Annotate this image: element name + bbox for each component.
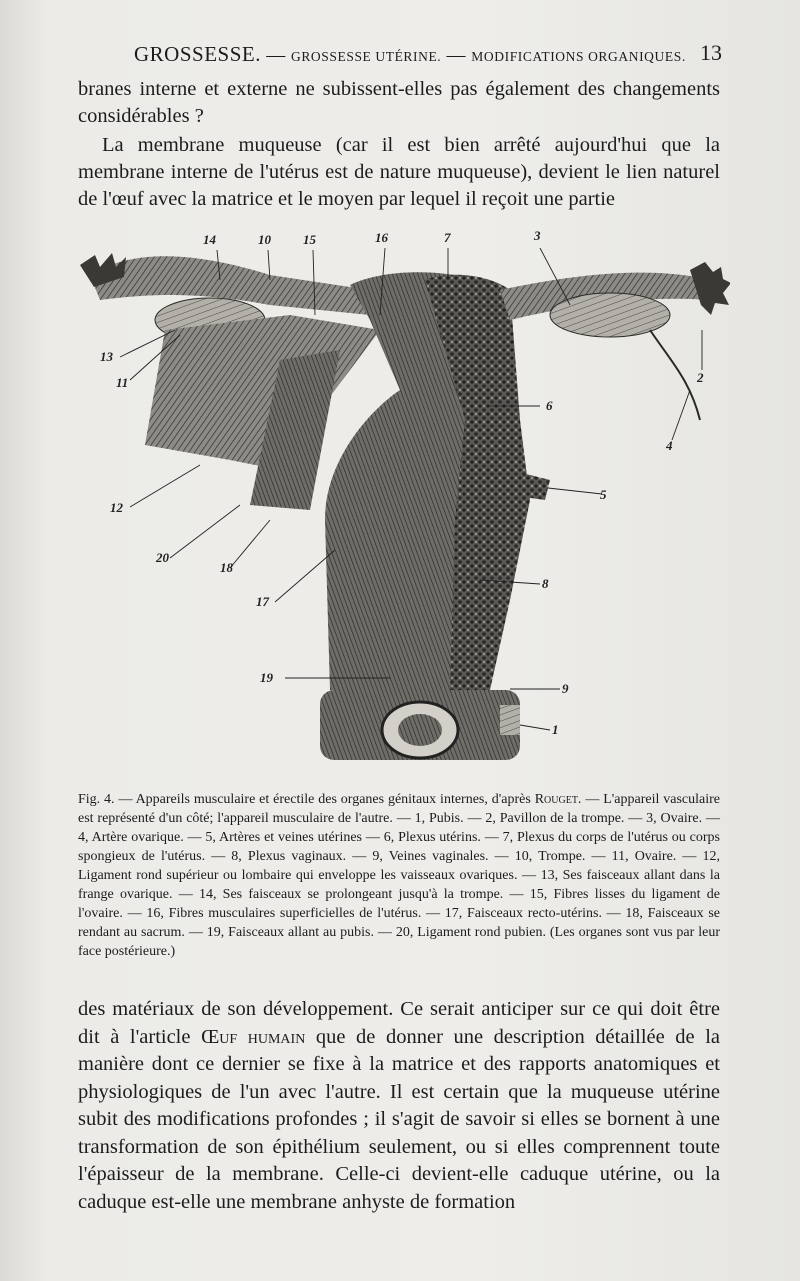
figure-label: 3 [534, 228, 541, 243]
header-section: GROSSESSE. [134, 42, 261, 66]
figure-label: 2 [697, 370, 704, 385]
header-dash: — [266, 45, 286, 66]
figure-label: 4 [666, 438, 673, 453]
uterine-vessels [510, 470, 550, 500]
uterus-illustration [70, 220, 730, 785]
figure-label: 11 [116, 375, 129, 390]
figure-label: 14 [203, 232, 216, 247]
figure-label: 15 [303, 232, 316, 247]
header-topic: MODIFICATIONS ORGANIQUES. [471, 49, 686, 64]
body-text-top [78, 76, 720, 213]
paragraph-text: des matériaux de son développement. Ce serait anticiper sur ce qui doit être dit à l'article [78, 998, 720, 1048]
paragraph: La membrane muqueuse (car il est bien arrêté aujourd'hui que la membrane interne de l'utérus est de nature muqueuse), devient le lien naturel de l'œuf avec la matrice et le moyen par lequel il reçoit une partie [78, 134, 720, 210]
fimbriae-right [690, 262, 730, 315]
figure-caption [78, 790, 720, 961]
figure-label: 18 [220, 560, 233, 575]
ovarian-artery [650, 330, 700, 420]
figure-label: 19 [260, 670, 273, 685]
paragraph [78, 996, 720, 1216]
cervix-lumen [398, 714, 442, 746]
figure-label: 7 [444, 230, 451, 245]
pubis-section [500, 705, 520, 735]
figure-label: 1 [552, 722, 559, 737]
caption-fig-label: Fig. 4. [78, 792, 115, 807]
caption-body: — L'appareil vasculaire est représenté d'un côté; l'appareil musculaire de l'autre. — 1, Pubis. — 2, Pavillon de la trompe. — 3, Ovaire. — 4, Artère ovarique. — 5, Artères et veines utérines — 6, Plexus utérins. — 7, Plexus du corps de l'utérus ou corps spongieux de l'utérus. — 8, Plexus vaginaux. — 9, Veines vaginales. — 10, Trompe. — 11, Ovaire. — 12, Ligament rond supérieur ou lombaire qui enveloppe les vaisseaux ovariques. — 13, Ses faisceaux allant dans la frange ovarique. — 14, Ses faisceaux se prolongeant jusqu'à la trompe. — 15, Fibres lisses du ligament de l'ovaire. — 16, Fibres musculaires superficielles de l'utérus. — 17, Faisceaux recto-utérins. — 18, Faisceaux se rendant au sacrum. — 19, Faisceaux allant au pubis. — 20, Ligament rond pubien. (Les organes sont vus par leur face postérieure.) [78, 792, 720, 959]
caption-author: Rouget. [534, 792, 582, 807]
figure-label: 16 [375, 230, 388, 245]
page-number: 13 [700, 40, 722, 65]
caption-intro: — Appareils musculaire et érectile des organes génitaux internes, d'après [118, 792, 531, 807]
figure-label: 20 [156, 550, 169, 565]
running-header [82, 40, 722, 66]
figure-label: 10 [258, 232, 271, 247]
header-subsection: GROSSESSE UTÉRINE. [290, 49, 442, 64]
header-dash: — [446, 45, 467, 66]
figure-label: 17 [256, 594, 269, 609]
anatomical-figure [70, 220, 730, 785]
header-title [134, 42, 686, 67]
ovary-right [550, 293, 670, 337]
paragraph: branes interne et externe ne subissent-elles pas également des changements considérables ? [78, 78, 720, 127]
paragraph-text: que de donner une description détaillée de la manière dont ce dernier se fixe à la matrice et des rapports anatomiques et physiologiques de l'un avec l'autre. Il est certain que la muqueuse utérine subit des modifications profondes ; il s'agit de savoir si elles se bornent à une transformation de son épithélium seulement, ou si elles comprennent toute l'épaisseur de la membrane. Celle-ci devient-elle caduque utérine, ou la caduque est-elle une membrane anhyste de formation [78, 1025, 721, 1213]
figure-label: 13 [100, 349, 113, 364]
figure-label: 9 [562, 681, 569, 696]
figure-label: 8 [542, 576, 549, 591]
figure-label: 5 [600, 487, 607, 502]
figure-label: 6 [546, 398, 553, 413]
article-reference: Œuf humain [201, 1025, 306, 1048]
figure-label: 12 [110, 500, 123, 515]
body-text-bottom [78, 996, 720, 1216]
